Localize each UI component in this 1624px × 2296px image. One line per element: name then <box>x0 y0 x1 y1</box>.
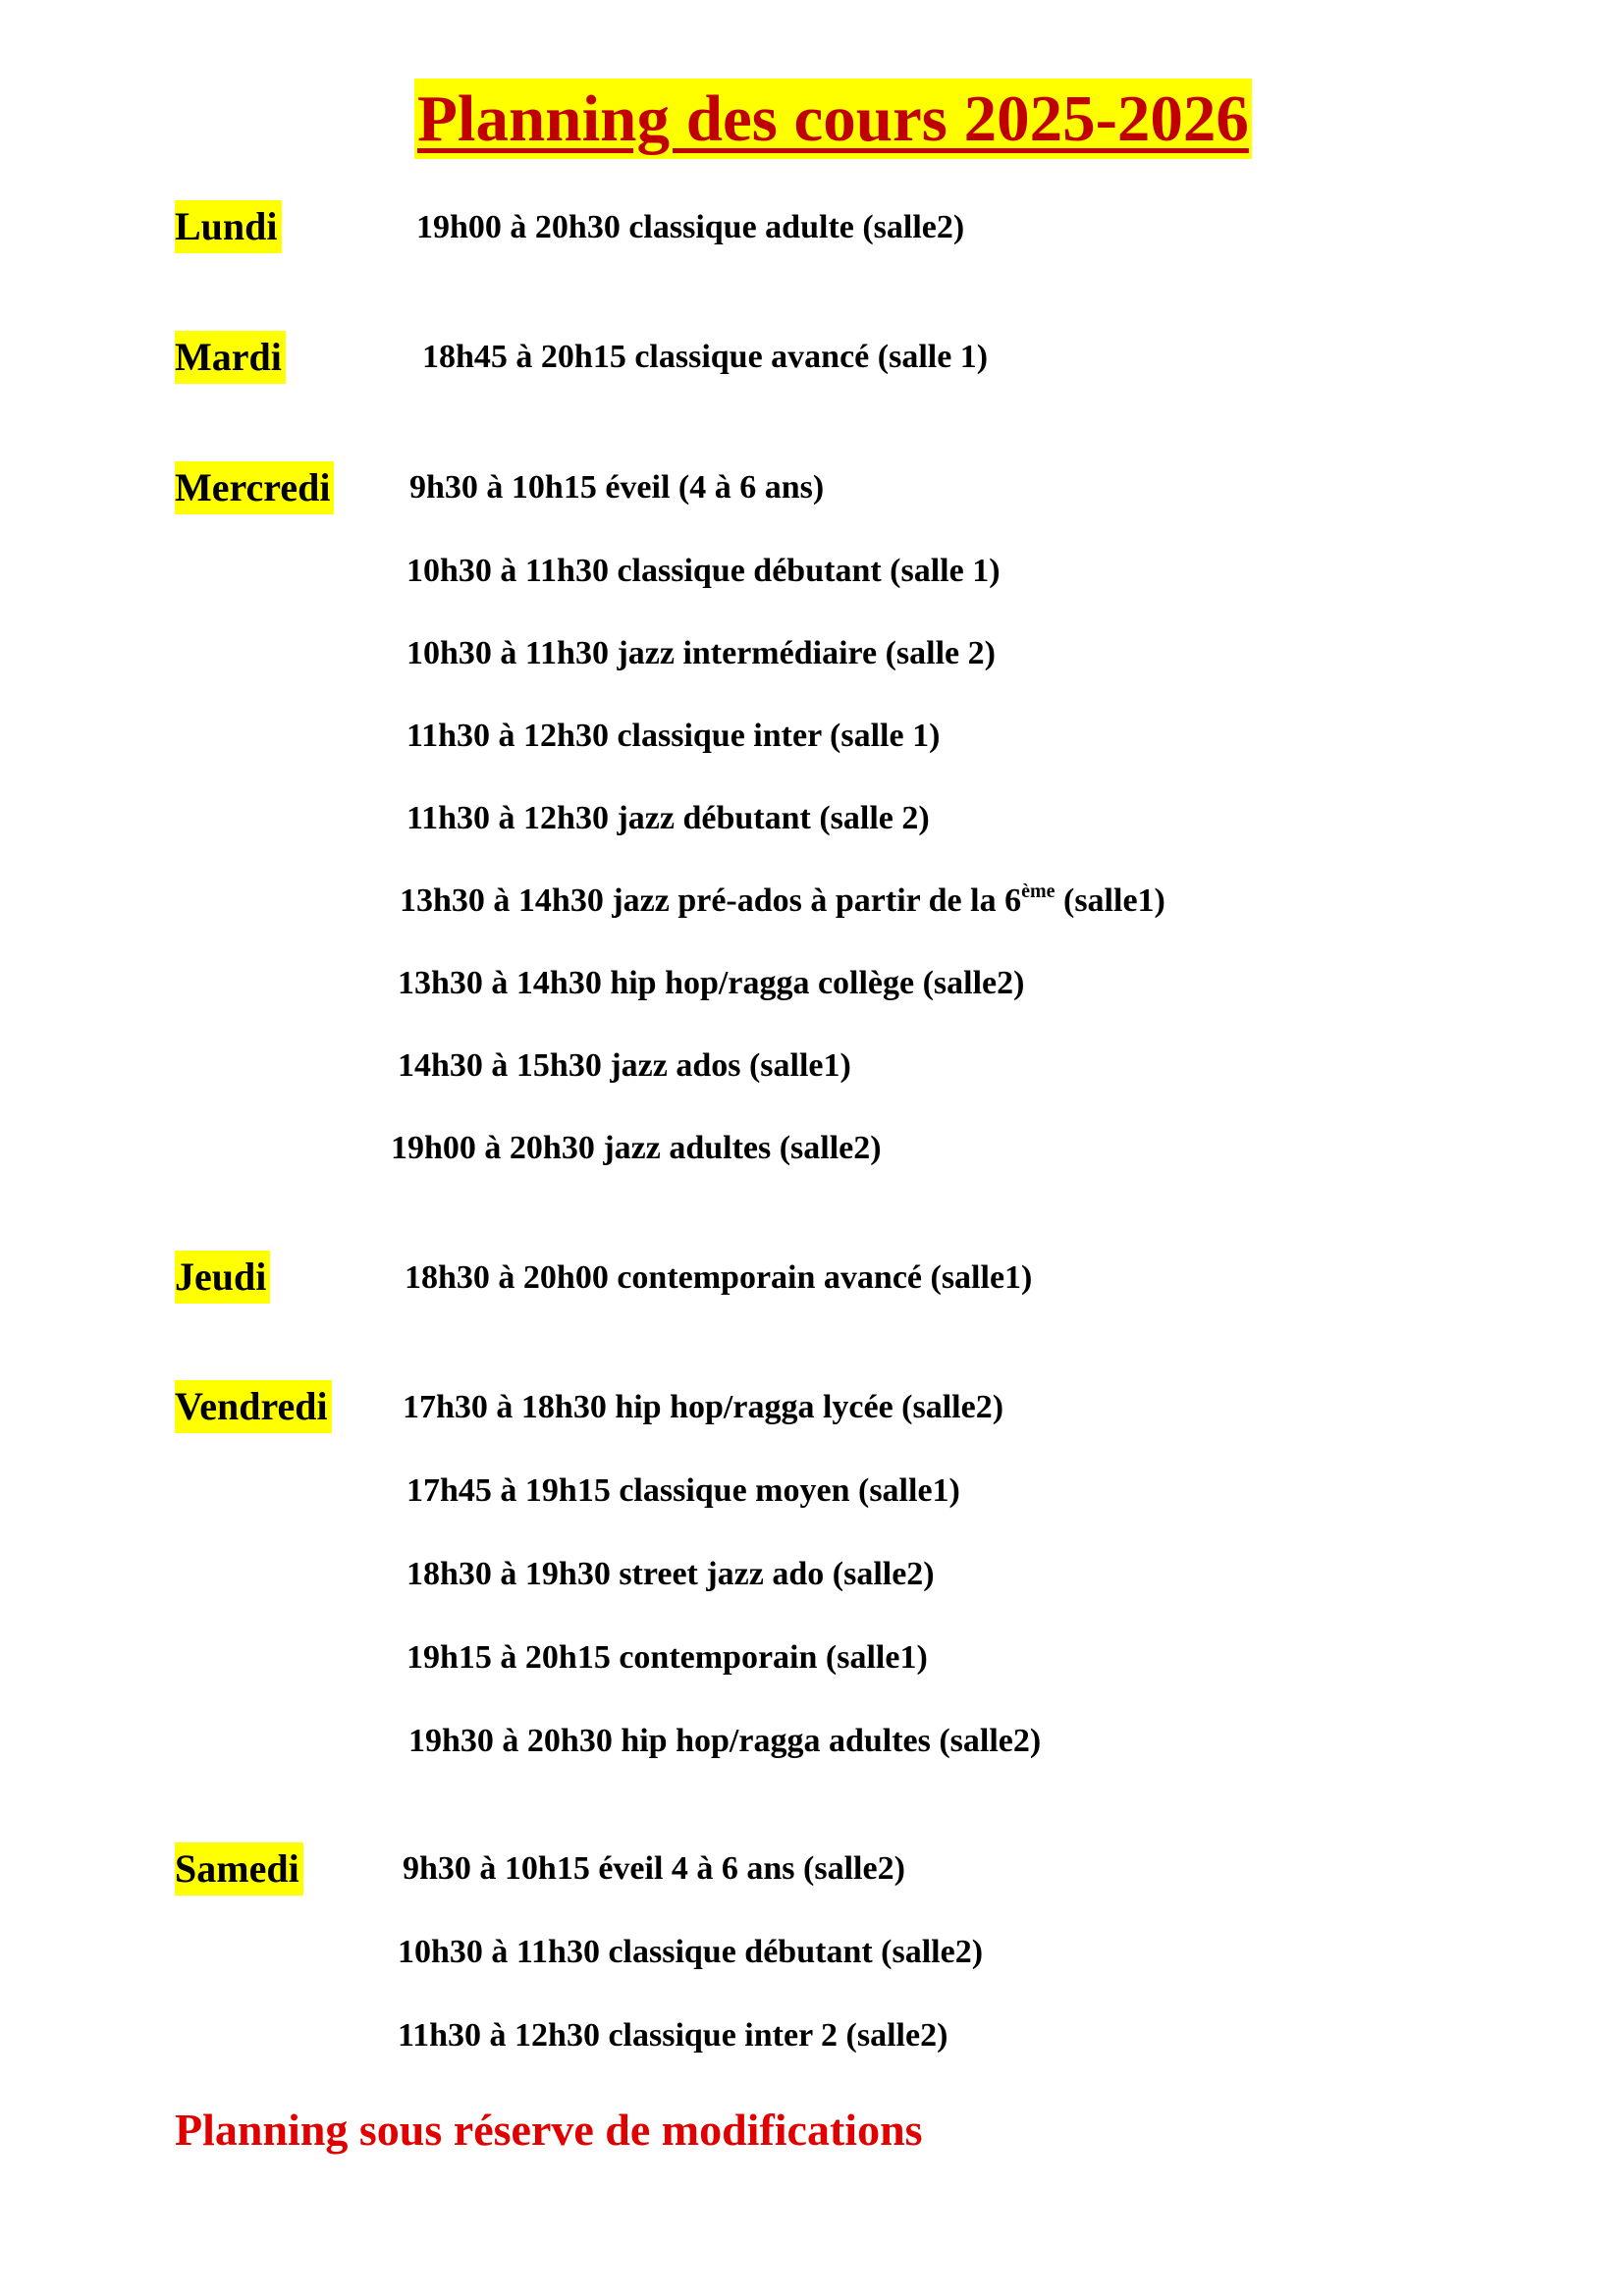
course-mercredi-2: 10h30 à 11h30 classique débutant (salle 1) <box>406 553 1001 589</box>
course-vendredi-1: 17h30 à 18h30 hip hop/ragga lycée (salle2) <box>403 1389 1004 1425</box>
course-lundi-1: 19h00 à 20h30 classique adulte (salle2) <box>416 209 965 245</box>
course-mercredi-6 <box>400 880 1165 923</box>
course-samedi-1: 9h30 à 10h15 éveil 4 à 6 ans (salle2) <box>403 1850 905 1887</box>
course-vendredi-5: 19h30 à 20h30 hip hop/ragga adultes (salle2) <box>408 1723 1042 1759</box>
course-room: (salle1) <box>1063 882 1165 919</box>
course-samedi-2: 10h30 à 11h30 classique débutant (salle2) <box>398 1934 984 1970</box>
course-mercredi-8: 14h30 à 15h30 jazz ados (salle1) <box>398 1047 851 1084</box>
course-mardi-1: 18h45 à 20h15 classique avancé (salle 1) <box>422 339 989 375</box>
day-label-vendredi: Vendredi <box>175 1380 332 1433</box>
day-label-mardi: Mardi <box>175 331 286 384</box>
course-text: 13h30 à 14h30 jazz pré-ados à partir de la 6 <box>400 882 1022 919</box>
day-label-jeudi: Jeudi <box>175 1251 270 1304</box>
disclaimer-note: Planning sous réserve de modifications <box>175 2105 923 2155</box>
course-vendredi-2: 17h45 à 19h15 classique moyen (salle1) <box>406 1472 960 1509</box>
course-mercredi-1: 9h30 à 10h15 éveil (4 à 6 ans) <box>409 469 825 506</box>
ordinal-superscript: ème <box>1021 881 1056 902</box>
course-samedi-3: 11h30 à 12h30 classique inter 2 (salle2) <box>398 2017 948 2054</box>
day-label-lundi: Lundi <box>175 200 282 253</box>
course-vendredi-3: 18h30 à 19h30 street jazz ado (salle2) <box>406 1556 935 1592</box>
course-mercredi-3: 10h30 à 11h30 jazz intermédiaire (salle 2) <box>406 635 996 671</box>
course-mercredi-4: 11h30 à 12h30 classique inter (salle 1) <box>406 718 941 754</box>
course-jeudi-1: 18h30 à 20h00 contemporain avancé (salle1) <box>405 1259 1033 1296</box>
course-mercredi-9: 19h00 à 20h30 jazz adultes (salle2) <box>391 1130 882 1166</box>
course-mercredi-7: 13h30 à 14h30 hip hop/ragga collège (salle2) <box>398 965 1025 1001</box>
course-mercredi-5: 11h30 à 12h30 jazz débutant (salle 2) <box>406 800 930 836</box>
course-vendredi-4: 19h15 à 20h15 contemporain (salle1) <box>406 1639 928 1676</box>
day-label-samedi: Samedi <box>175 1842 303 1896</box>
day-label-mercredi: Mercredi <box>175 461 334 514</box>
page-title: Planning des cours 2025-2026 <box>414 79 1252 159</box>
